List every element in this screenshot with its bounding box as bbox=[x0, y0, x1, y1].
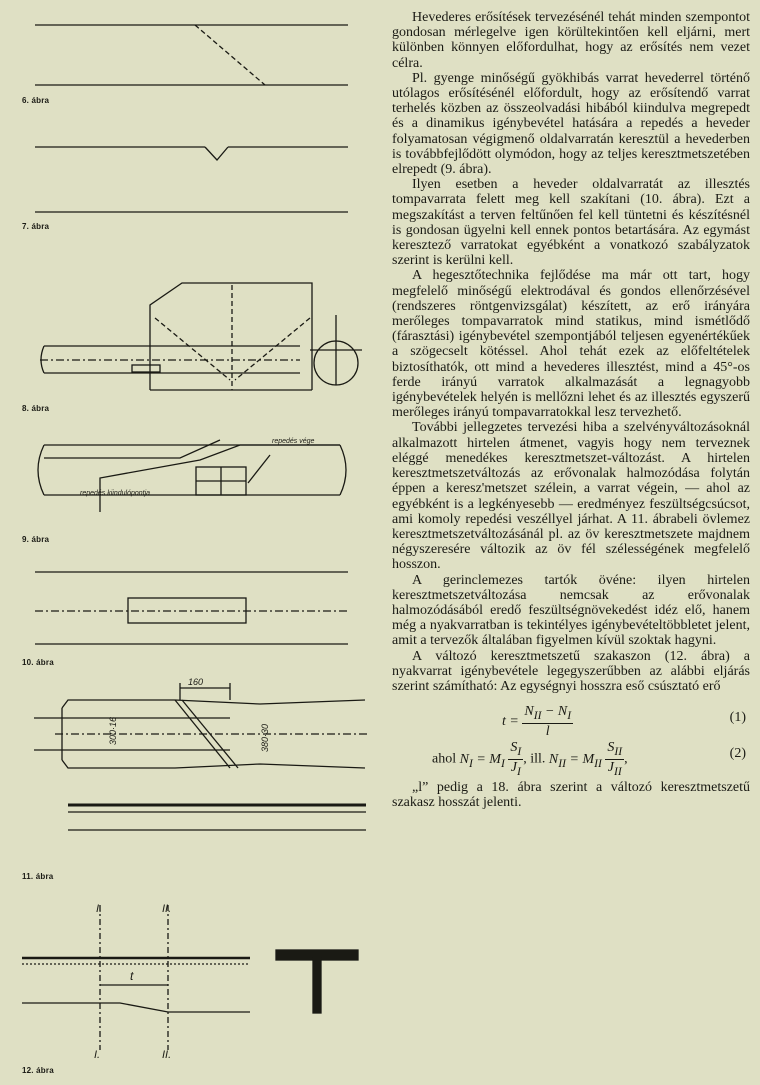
fig11-dim-right: 380·30 bbox=[260, 723, 270, 752]
paragraph: Ilyen esetben a heveder oldalvarratát az illesztés tompavarrata felett meg kell szakítani (10. ábra). Ezt a megszakítást a terven feltűnően fel kell tüntetni és készítésnél is gondosan ügyelni kell ennek pontos betartására. Az egymást keresztező varratokat egyébként a vonatkozó szabályzatok szerint is kerülni kell. bbox=[392, 177, 750, 269]
closing-paragraph: „l” pedig a 18. ábra szerint a változó keresztmetszetű szakasz hosszát jelenti. bbox=[392, 780, 750, 811]
fig8-drawing bbox=[40, 283, 362, 390]
fig12-II-top: II. bbox=[162, 903, 172, 915]
fig9-label-crack-start: repedés kiindulópontja bbox=[80, 490, 151, 497]
paragraph: A gerinclemezes tartók övéne: ilyen hirtelen keresztmetszetváltozása nemcsak az erővonalak halmozódásából eredő feszültségnövekedést idéz elő, hanem még a nyakvarratban is tekintélyes igénybevételtöbbletet jelent, amit a tervezők általában figyelmen kívül szoktak hagyni. bbox=[392, 572, 750, 649]
paragraph: Pl. gyenge minőségű gyökhibás varrat hevederrel történő utólagos erősítésénél előfordult, hogy az erősítendő varrat terhelés közben az összeolvadási hibából kiindulva megrepedt és a dinamikus igénybevétel hatására a repedés a heveder folyamatosan végigmenő oldalvarratán keresztül a hevederben is továbbfejlődött olymódon, hogy az teljes keresztmetszetében elrepedt (9. ábra). bbox=[392, 70, 750, 178]
fig10-drawing bbox=[35, 572, 348, 644]
equation-2: ahol $N_I = M_I$ $\frac{S_I}{J_I}$ , ill. $N_{II} = M_{II}$ $\frac{S_{II}}{J_{II}}$ , (2) bbox=[432, 740, 746, 778]
fig12-I-top: I. bbox=[96, 903, 103, 915]
fig6-drawing bbox=[35, 25, 348, 85]
paragraph: A változó keresztmetszetű szakaszon (12. ábra) a nyakvarrat igénybevétele legegyszerűbben az alábbi eljárás szerint számítható: Az egységnyi hosszra eső csúsztató erő bbox=[392, 648, 750, 694]
fig12-drawing bbox=[22, 905, 358, 1050]
caption-fig12: 12. ábra bbox=[22, 1066, 54, 1075]
fig9-drawing bbox=[38, 440, 346, 512]
equation-1: t = $\frac{N_{II} - N_I}{l}$ (1) bbox=[502, 704, 746, 740]
fig9-label-crack-end: repedés vége bbox=[272, 438, 315, 445]
fig11-drawing bbox=[34, 683, 368, 830]
fig11-dim-top: 160 bbox=[188, 677, 204, 687]
paragraph: Hevederes erősítések tervezésénél tehát minden szempontot gondosan mérlegelve igen körültekintően kell eljárni, mert különben könnyen előfordulhat, hogy az erősítés nem vezet célra. bbox=[392, 10, 750, 71]
caption-fig7: 7. ábra bbox=[22, 222, 50, 231]
caption-fig10: 10. ábra bbox=[22, 658, 54, 667]
caption-fig8: 8. ábra bbox=[22, 404, 50, 413]
caption-fig6: 6. ábra bbox=[22, 96, 50, 105]
equation-2-tag: (2) bbox=[729, 746, 746, 762]
fig7-drawing bbox=[35, 147, 348, 212]
equation-1-tag: (1) bbox=[729, 710, 746, 726]
fig12-I-bottom: I. bbox=[94, 1049, 101, 1061]
fig11-dim-left: 300·16 bbox=[108, 716, 118, 745]
caption-fig9: 9. ábra bbox=[22, 535, 50, 544]
fig12-t-label: t bbox=[130, 969, 134, 983]
paragraph: A hegesztőtechnika fejlődése ma már ott tart, hogy megfelelő minőségű elektrodával és gondos ellenőrzésével (rendszeres röntgenvizsgálat) készített, az erő irányára merőleges tompavarratok mind statikus, mind ismétlődő (fárasztási) igénybevétel szempontjából teljesen egyenértékűek a szögecselt kötéssel. Ahol tehát ezek az előfeltételek biztosíthatók, ott mind a hevederes illesztést, mind a 45°-os ferde irányú varratok alkalmazását a legnagyobb igénybevételek helyén is mellőzni lehet és az illesztés egyszerű merőleges irányú tompavarratokkal lesz tervezhető. bbox=[392, 268, 750, 421]
fig12-II-bottom: II. bbox=[162, 1049, 172, 1061]
paragraph: További jellegzetes tervezési hiba a szelvényváltozásoknál alkalmazott hirtelen átmenet, vagyis hogy nem terveznek eléggé menedékes keresztmetszet-változást. A hirtelen keresztmetszetváltozás az erővonalak halmozódása folytán éppen a keresz'metszet szélein, a varrat végein, — ahol az egyébként is a legkényesebb — eredményez feszültségcsúcsot, ami komoly repedési veszéllyel járhat. A 11. ábrabeli övlemez keresztmetszetváltozásánál pl. az öv keresztmetszete majdnem négyszeresére változik az öv fél szélességének megfelelő hosszon. bbox=[392, 420, 750, 573]
body-text bbox=[392, 10, 750, 811]
caption-fig11: 11. ábra bbox=[22, 872, 54, 881]
